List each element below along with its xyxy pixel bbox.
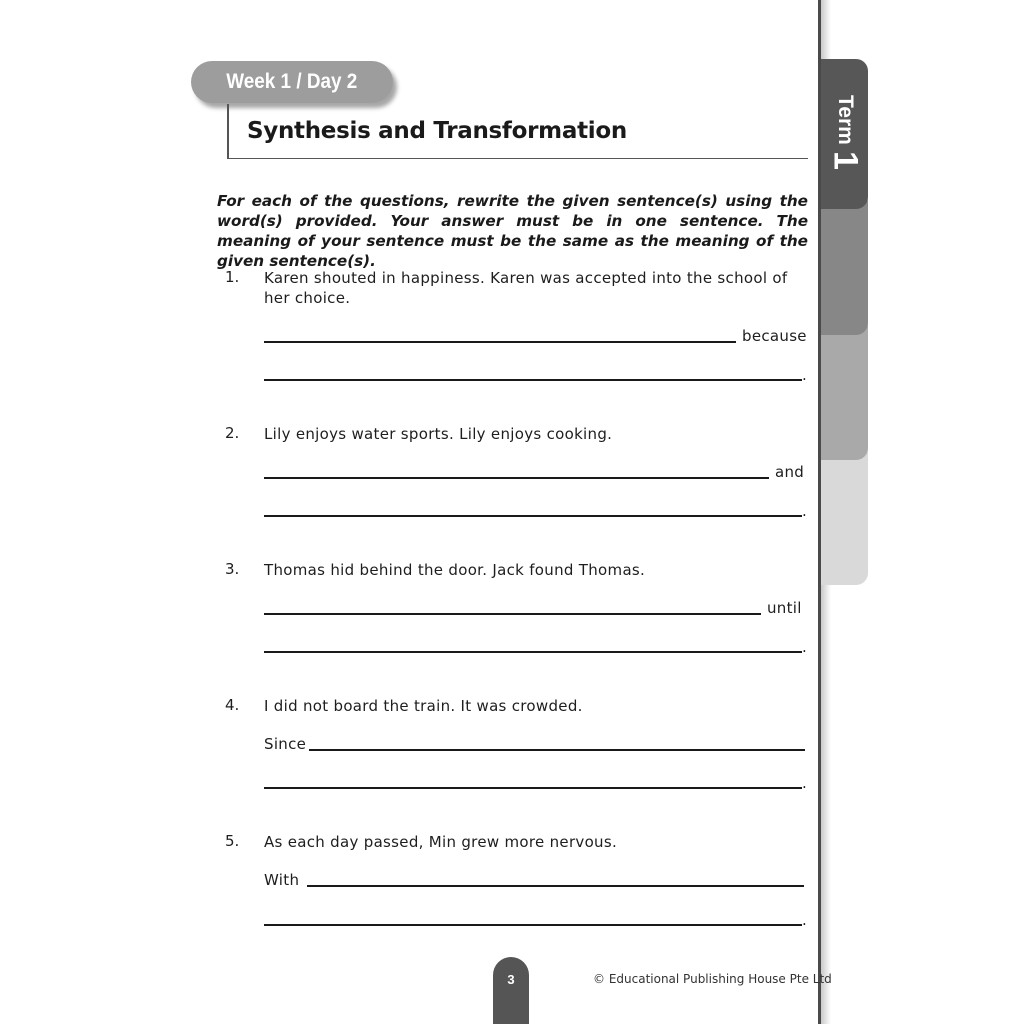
- line-end-period: .: [802, 366, 807, 384]
- term-tab-label: [825, 95, 865, 170]
- term-tab-3[interactable]: [821, 315, 868, 460]
- question-number: 3.: [225, 560, 240, 578]
- page-number-tab: [493, 957, 529, 1024]
- answer-line[interactable]: [264, 341, 736, 343]
- answer-line[interactable]: [264, 477, 769, 479]
- line-end-period: .: [802, 638, 807, 656]
- line-end-period: .: [802, 502, 807, 520]
- answer-line[interactable]: [264, 787, 802, 789]
- question-text: Thomas hid behind the door. Jack found Thomas.: [264, 561, 646, 579]
- question-number: 5.: [225, 832, 240, 850]
- question-number: 1.: [225, 268, 240, 286]
- answer-line[interactable]: [264, 515, 802, 517]
- connector-word: Since: [264, 735, 307, 753]
- connector-word: With: [264, 871, 300, 889]
- answer-line[interactable]: [264, 924, 802, 926]
- question-number: 2.: [225, 424, 240, 442]
- term-tab-active[interactable]: [821, 59, 868, 209]
- connector-word: and: [775, 463, 805, 481]
- line-end-period: .: [802, 774, 807, 792]
- term-number: 1: [826, 150, 865, 170]
- answer-line[interactable]: [264, 613, 761, 615]
- question-text: As each day passed, Min grew more nervous.: [264, 833, 618, 851]
- term-word: Term: [834, 95, 857, 145]
- term-tab-2[interactable]: [821, 190, 868, 335]
- title-bar: [227, 104, 808, 159]
- connector-word: until: [767, 599, 802, 617]
- answer-line[interactable]: [264, 651, 802, 653]
- term-tab-4[interactable]: [821, 440, 868, 585]
- week-day-badge: [191, 61, 393, 103]
- question-text: Karen shouted in happiness. Karen was accepted into the school of her choice.: [264, 269, 788, 307]
- answer-line[interactable]: [264, 379, 802, 381]
- question-text: I did not board the train. It was crowded.: [264, 697, 583, 715]
- copyright-notice: © Educational Publishing House Pte Ltd: [593, 972, 832, 986]
- instructions-text: For each of the questions, rewrite the given sentence(s) using the word(s) provided. Your answer must be in one sentence. The meaning of your sentence must be the same as the meaning of the given sentence(s).: [217, 192, 808, 270]
- page-number: 3: [507, 972, 515, 987]
- question-number: 4.: [225, 696, 240, 714]
- answer-line[interactable]: [307, 885, 804, 887]
- connector-word: because: [742, 327, 807, 345]
- page-title: Synthesis and Transformation: [247, 118, 627, 144]
- question-text: Lily enjoys water sports. Lily enjoys cooking.: [264, 425, 613, 443]
- line-end-period: .: [802, 911, 807, 929]
- answer-line[interactable]: [309, 749, 805, 751]
- week-day-label: Week 1 / Day 2: [226, 70, 358, 93]
